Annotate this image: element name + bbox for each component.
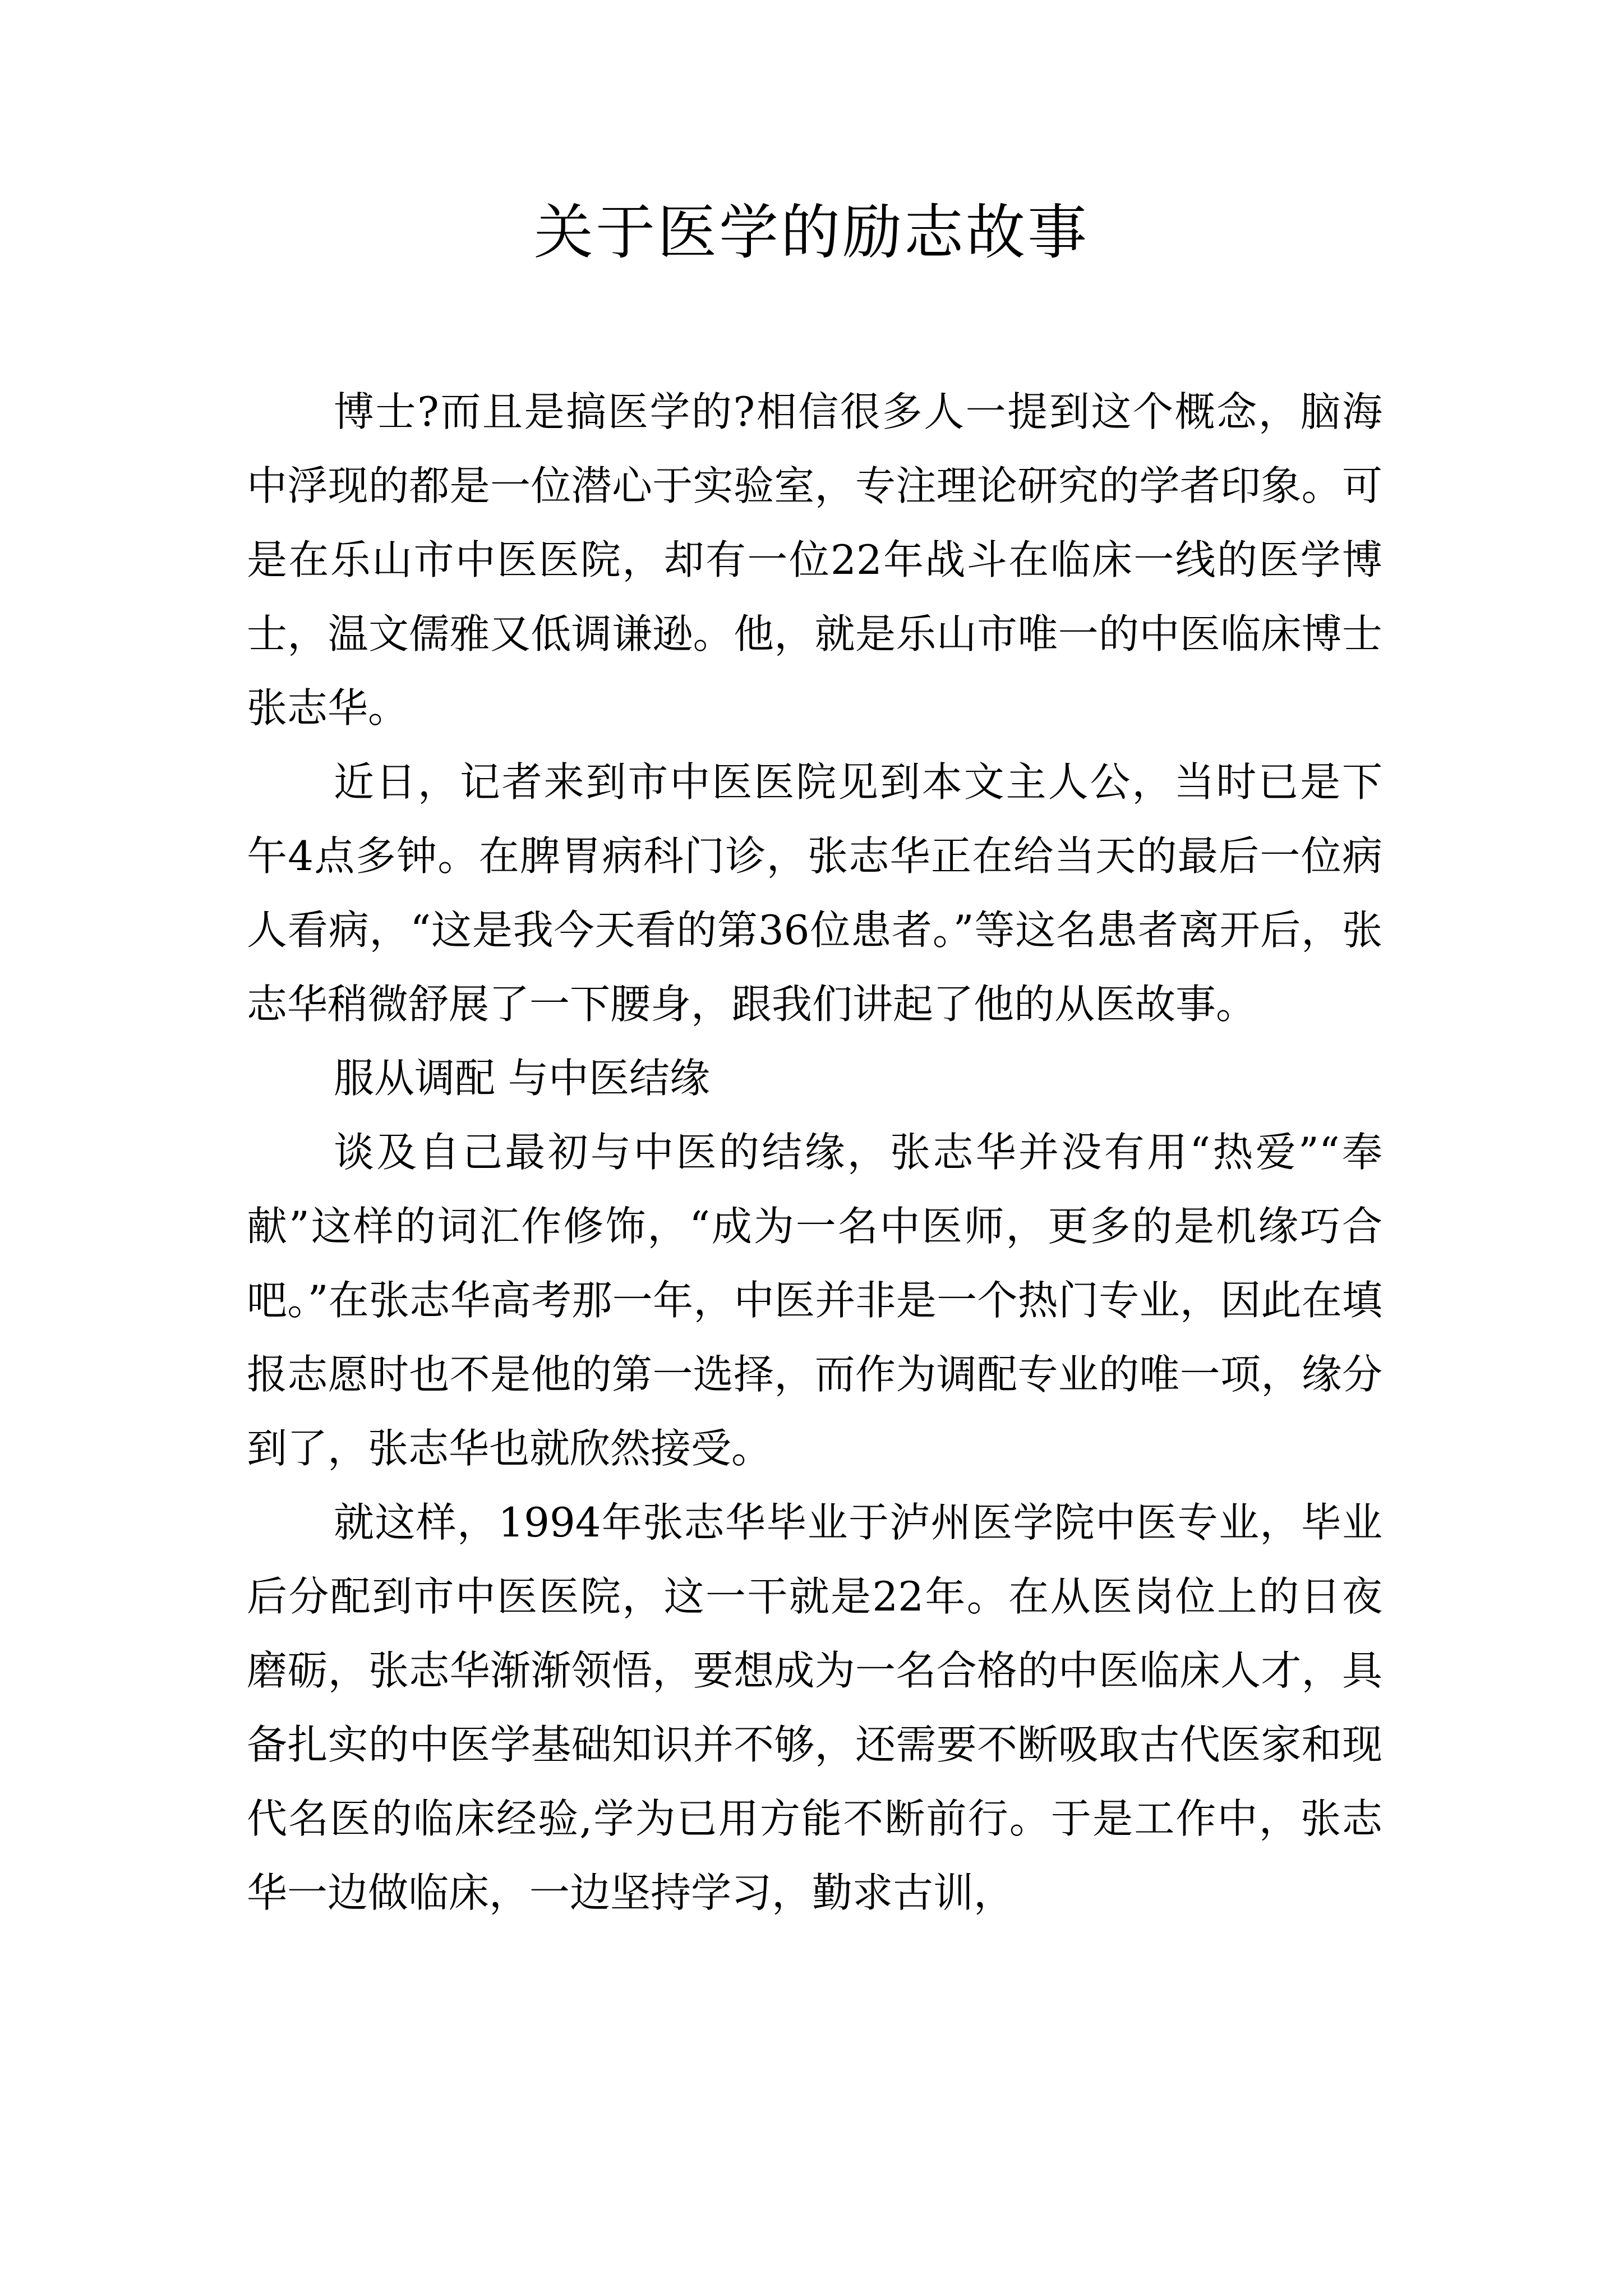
paragraph-career: 就这样，1994年张志华毕业于泸州医学院中医专业，毕业后分配到市中医医院，这一干就是22年。在从医岗位上的日夜磨砺，张志华渐渐领悟，要想成为一名合格的中医临床人才，具备扎实的中医学基础知识并不够，还需要不断吸取古代医家和现代名医的临床经验,学为已用方能不断前行。于是工作中，张志华一边做临床，一边坚持学习，勤求古训， bbox=[247, 1499, 1382, 1916]
paragraph-origin: 谈及自己最初与中医的结缘，张志华并没有用“热爱”“奉献”这样的词汇作修饰，“成为一名中医师，更多的是机缘巧合吧。”在张志华高考那一年，中医并非是一个热门专业，因此在填报志愿时也不是他的第一选择，而作为调配专业的唯一项，缘分到了，张志华也就欣然接受。 bbox=[247, 1129, 1382, 1472]
paragraph-intro: 博士?而且是搞医学的?相信很多人一提到这个概念，脑海中浮现的都是一位潜心于实验室，专注理论研究的学者印象。可是在乐山市中医医院，却有一位22年战斗在临床一线的医学博士，温文儒雅又低调谦逊。他，就是乐山市唯一的中医临床博士张志华。 bbox=[247, 388, 1382, 731]
document-body bbox=[247, 375, 1382, 1930]
document-title: 关于医学的励志故事 bbox=[534, 198, 1089, 267]
paragraph-visit: 近日，记者来到市中医医院见到本文主人公，当时已是下午4点多钟。在脾胃病科门诊，张志华正在给当天的最后一位病人看病，“这是我今天看的第36位患者。”等这名患者离开后，张志华稍微舒展了一下腰身，跟我们讲起了他的从医故事。 bbox=[247, 758, 1382, 1028]
section-heading: 服从调配 与中医结缘 bbox=[334, 1055, 710, 1102]
